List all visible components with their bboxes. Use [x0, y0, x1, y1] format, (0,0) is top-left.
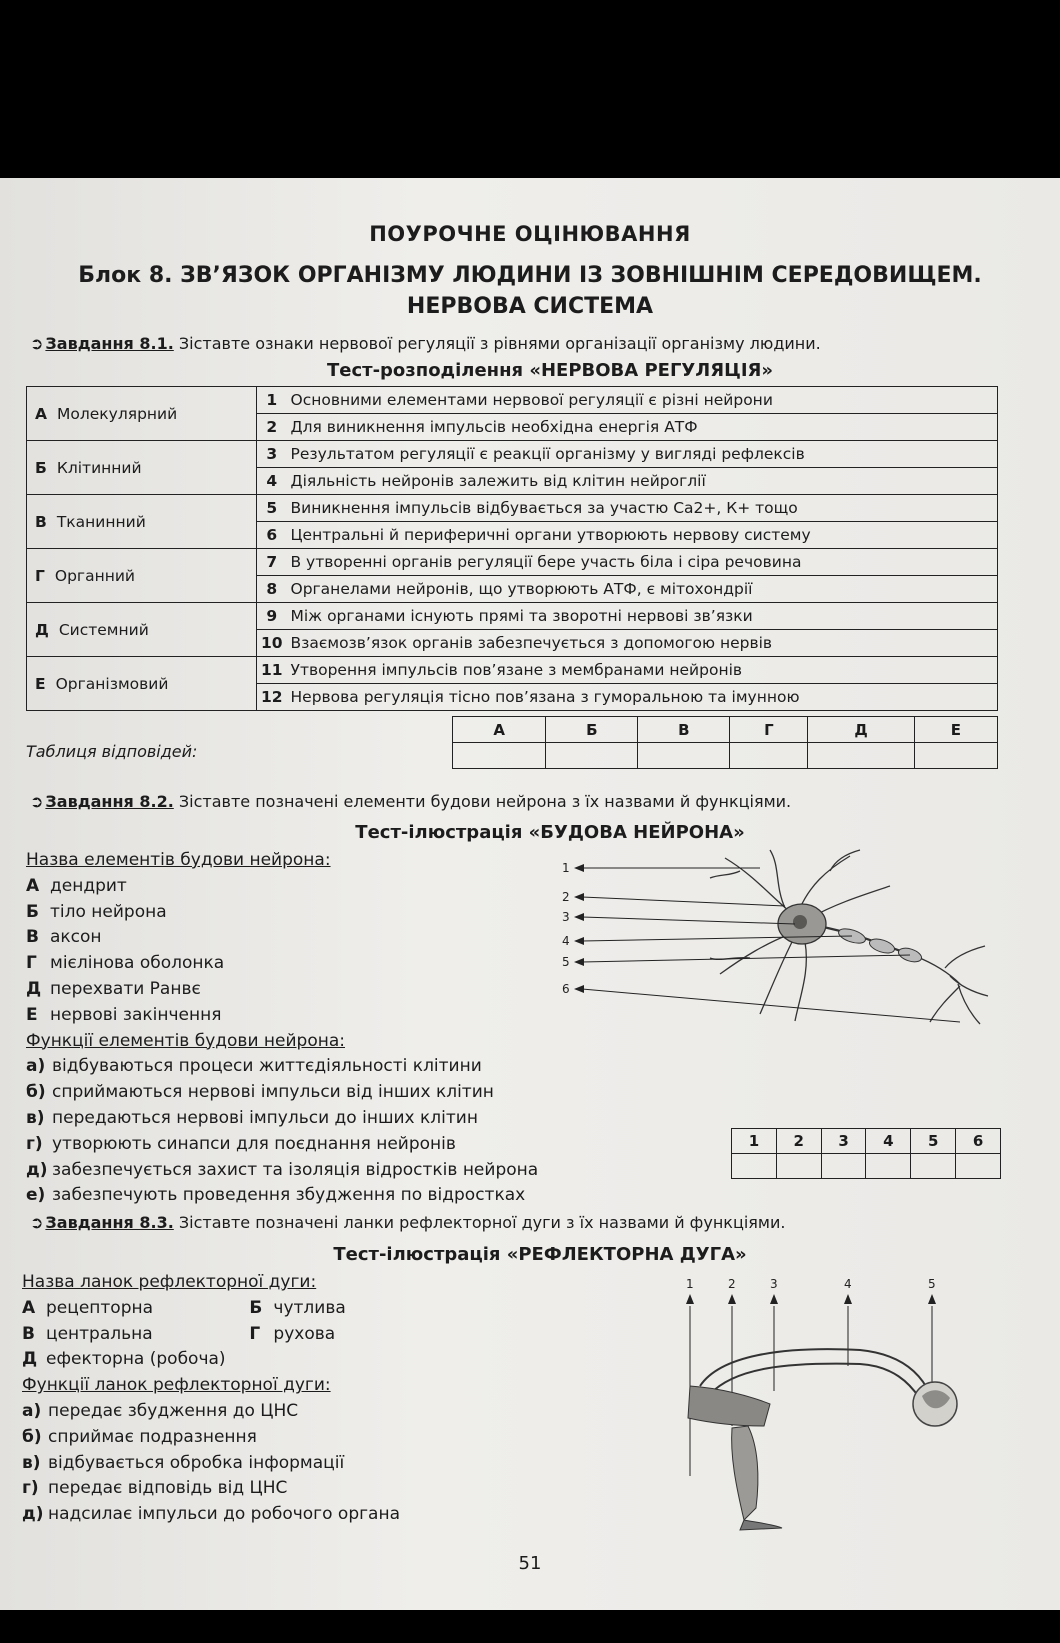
answer-header-cell: А	[453, 717, 546, 743]
reflex-label-1: 1	[686, 1277, 694, 1291]
statement-row	[27, 387, 998, 414]
answers-table-label: Таблиця відповідей:	[26, 742, 198, 761]
worksheet-page	[0, 178, 1060, 1610]
item-letter: а)	[22, 1400, 42, 1421]
answer-input-cell[interactable]	[776, 1154, 821, 1179]
answer-header-cell: В	[638, 717, 730, 743]
reflex-function-item	[22, 1502, 400, 1528]
reflex-label-5: 5	[928, 1277, 936, 1291]
task-8-1-instruction	[30, 334, 821, 353]
statement-text: Центральні й периферичні органи утворюють нервову систему	[287, 522, 998, 549]
level-name: Системний	[58, 620, 149, 639]
item-letter: г)	[22, 1478, 39, 1499]
statement-text: Між органами існують прямі та зворотні нервові зв’язки	[287, 603, 998, 630]
answer-input-cell[interactable]	[638, 743, 730, 769]
item-text: відбуваються процеси життєдіяльності клітини	[52, 1056, 482, 1077]
item-text: передаються нервові імпульси до інших клітин	[52, 1107, 478, 1128]
answer-input-cell[interactable]	[546, 743, 638, 769]
neuron-function-item	[26, 1080, 538, 1106]
statement-number: 3	[257, 441, 287, 468]
neuron-label-3: 3	[562, 910, 570, 924]
statement-text: Органелами нейронів, що утворюють АТФ, є мітохондрії	[287, 576, 998, 603]
neuron-function-item	[26, 1158, 538, 1184]
level-letter: Б	[35, 458, 47, 477]
item-text: утворюють синапси для поєднання нейронів	[52, 1133, 456, 1154]
item-letter: А	[26, 875, 40, 896]
task-8-3-instruction	[30, 1213, 785, 1232]
item-letter: д)	[22, 1504, 44, 1525]
answers-table-8-2	[731, 1128, 1001, 1179]
statement-number: 10	[257, 630, 287, 657]
task-8-2-instruction	[30, 792, 791, 811]
pointer-arrowheads	[574, 864, 584, 993]
item-text: аксон	[50, 927, 102, 948]
reflex-function-item	[22, 1476, 400, 1502]
neuron-label-5: 5	[562, 955, 570, 969]
answer-header-cell: 5	[911, 1129, 956, 1154]
item-letter: д)	[26, 1159, 48, 1180]
neuron-name-item	[26, 874, 538, 900]
statement-number: 11	[257, 657, 287, 684]
item-text: мієлінова оболонка	[50, 953, 225, 974]
task-arrow-icon: ➲	[30, 1213, 44, 1232]
neuron-functions-heading: Функції елементів будови нейрона:	[26, 1030, 345, 1051]
reflex-name-v: В центральна	[22, 1323, 153, 1344]
section-heading: ПОУРОЧНЕ ОЦІНЮВАННЯ	[369, 222, 691, 246]
answer-input-cell[interactable]	[732, 1154, 777, 1179]
item-letter: е)	[26, 1185, 46, 1206]
neuron-name-item	[26, 977, 538, 1003]
statement-text: Діяльність нейронів залежить від клітин нейроглії	[287, 468, 998, 495]
item-letter: В	[26, 927, 39, 948]
level-cell	[27, 387, 257, 441]
answer-input-cell[interactable]	[453, 743, 546, 769]
level-letter: А	[35, 404, 47, 423]
item-letter: Д	[26, 978, 42, 999]
item-text: відбувається обробка інформації	[48, 1452, 345, 1473]
neuron-label-6: 6	[562, 982, 570, 996]
task-8-2-label: Завдання 8.2.	[45, 792, 174, 811]
task-arrow-icon: ➲	[30, 792, 44, 811]
block-title	[0, 260, 1060, 322]
statement-number: 1	[257, 387, 287, 414]
reflex-number-labels	[686, 1277, 936, 1291]
item-letter: Е	[26, 1004, 38, 1025]
task-8-3-label: Завдання 8.3.	[45, 1213, 174, 1232]
answer-header-cell: Е	[914, 717, 997, 743]
neuron-name-item	[26, 925, 538, 951]
distribution-table	[26, 386, 998, 711]
reflex-name-g: Г рухова	[249, 1323, 336, 1344]
answer-header-cell: Г	[730, 717, 808, 743]
reflex-label-4: 4	[844, 1277, 852, 1291]
statement-row	[27, 657, 998, 684]
task-8-1-text: Зіставте ознаки нервової регуляції з рівнями організації організму людини.	[178, 334, 821, 353]
reflex-name-d: Д ефекторна (робоча)	[22, 1349, 226, 1370]
answers-table-8-1	[452, 716, 998, 769]
neuron-name-item	[26, 951, 538, 977]
block-title-line1: Блок 8. ЗВ’ЯЗОК ОРГАНІЗМУ ЛЮДИНИ ІЗ ЗОВНІШНІМ СЕРЕДОВИЩЕМ.	[78, 263, 982, 288]
neuron-illustration	[560, 846, 1000, 1030]
item-text: передає відповідь від ЦНС	[48, 1478, 288, 1499]
reflex-label-2: 2	[728, 1277, 736, 1291]
item-letter: Г	[26, 953, 37, 974]
level-cell	[27, 495, 257, 549]
item-text: нервові закінчення	[50, 1004, 222, 1025]
neuron-number-labels	[562, 861, 570, 996]
task-8-1-title: Тест-розподілення «НЕРВОВА РЕГУЛЯЦІЯ»	[326, 360, 774, 381]
statement-number: 6	[257, 522, 287, 549]
statement-number: 12	[257, 684, 287, 711]
statement-number: 9	[257, 603, 287, 630]
page-number: 51	[518, 1553, 542, 1574]
answer-header-cell: 2	[776, 1129, 821, 1154]
level-cell	[27, 441, 257, 495]
answer-header-cell: 3	[821, 1129, 866, 1154]
statement-number: 5	[257, 495, 287, 522]
statement-text: Виникнення імпульсів відбувається за участю Са2+, К+ тощо	[287, 495, 998, 522]
pointer-lines	[582, 868, 960, 1022]
statement-text: Основними елементами нервової регуляції є різні нейрони	[287, 387, 998, 414]
level-name: Тканинний	[56, 512, 146, 531]
item-letter: а)	[26, 1056, 46, 1077]
item-text: забезпечують проведення збудження по відростках	[52, 1185, 526, 1206]
level-letter: Д	[35, 620, 49, 639]
item-text: надсилає імпульси до робочого органа	[48, 1504, 400, 1525]
item-letter: г)	[26, 1133, 43, 1154]
reflex-name-a: А рецепторна	[22, 1297, 154, 1318]
myelin-sheath-segments	[837, 926, 923, 964]
answer-header-cell: 6	[956, 1129, 1001, 1154]
item-text: передає збудження до ЦНС	[48, 1400, 299, 1421]
statement-number: 8	[257, 576, 287, 603]
level-name: Органний	[54, 566, 135, 585]
answer-header-cell: Б	[546, 717, 638, 743]
level-name: Клітинний	[56, 458, 142, 477]
level-cell	[27, 603, 257, 657]
item-text: тіло нейрона	[50, 901, 167, 922]
neuron-name-item	[26, 1003, 538, 1029]
answer-input-cell[interactable]	[866, 1154, 911, 1179]
statement-text: Для виникнення імпульсів необхідна енергія АТФ	[287, 414, 998, 441]
reflex-function-item	[22, 1425, 400, 1451]
statement-row	[27, 603, 998, 630]
task-8-3-title: Тест-ілюстрація «РЕФЛЕКТОРНА ДУГА»	[333, 1244, 747, 1265]
nucleus-shape	[793, 915, 807, 929]
statement-number: 4	[257, 468, 287, 495]
level-letter: В	[35, 512, 47, 531]
neuron-label-4: 4	[562, 934, 570, 948]
reflex-function-item	[22, 1399, 400, 1425]
answer-input-cell[interactable]	[821, 1154, 866, 1179]
statement-number: 7	[257, 549, 287, 576]
item-letter: в)	[22, 1452, 41, 1473]
reflex-label-3: 3	[770, 1277, 778, 1291]
level-letter: Е	[35, 674, 46, 693]
neuron-label-1: 1	[562, 861, 570, 875]
answer-input-cell[interactable]	[956, 1154, 1001, 1179]
statement-row	[27, 549, 998, 576]
reflex-function-item	[22, 1451, 400, 1477]
statement-text: Взаємозв’язок органів забезпечується з допомогою нервів	[287, 630, 998, 657]
answer-input-cell[interactable]	[914, 743, 997, 769]
item-text: сприймаються нервові імпульси від інших клітин	[52, 1082, 494, 1103]
lower-leg-shape	[732, 1426, 758, 1520]
thigh-muscle-shape	[688, 1386, 770, 1426]
item-text: сприймає подразнення	[48, 1426, 257, 1447]
statement-text: Результатом регуляції є реакції організму у вигляді рефлексів	[287, 441, 998, 468]
item-letter: Б	[26, 901, 39, 922]
task-8-1-label: Завдання 8.1.	[45, 334, 174, 353]
statement-row	[27, 441, 998, 468]
task-8-3-text: Зіставте позначені ланки рефлекторної дуги з їх назвами й функціями.	[178, 1213, 786, 1232]
reflex-arrowheads	[686, 1294, 936, 1304]
neuron-names-heading: Назва елементів будови нейрона:	[26, 850, 331, 870]
level-cell	[27, 657, 257, 711]
reflex-functions-heading: Функції ланок рефлекторної дуги:	[22, 1375, 331, 1396]
reflex-arc-lists	[22, 1270, 400, 1528]
level-name: Молекулярний	[57, 404, 178, 423]
neuron-name-item	[26, 900, 538, 926]
statement-text: Утворення імпульсів пов’язане з мембранами нейронів	[287, 657, 998, 684]
neuron-function-item	[26, 1106, 538, 1132]
item-text: забезпечується захист та ізоляція відростків нейрона	[52, 1159, 539, 1180]
reflex-names-row-1	[22, 1296, 400, 1322]
level-cell	[27, 549, 257, 603]
task-arrow-icon: ➲	[30, 334, 44, 353]
task-8-2-title: Тест-ілюстрація «БУДОВА НЕЙРОНА»	[355, 822, 745, 843]
statement-row	[27, 495, 998, 522]
item-text: дендрит	[50, 875, 127, 896]
statement-number: 2	[257, 414, 287, 441]
reflex-names-heading: Назва ланок рефлекторної дуги:	[22, 1272, 317, 1292]
foot-shape	[740, 1520, 782, 1530]
task-8-2-text: Зіставте позначені елементи будови нейрона з їх назвами й функціями.	[178, 792, 792, 811]
item-text: перехвати Ранвє	[50, 978, 201, 999]
item-letter: в)	[26, 1107, 45, 1128]
block-title-line2: НЕРВОВА СИСТЕМА	[406, 294, 654, 319]
neuron-names-list	[26, 848, 538, 1209]
reflex-arc-illustration	[660, 1276, 1000, 1532]
answer-input-cell[interactable]	[730, 743, 808, 769]
statement-text: Нервова регуляція тісно пов’язана з гуморальною та імунною	[287, 684, 998, 711]
answer-header-cell: Д	[808, 717, 914, 743]
answer-header-cell: 1	[732, 1129, 777, 1154]
level-name: Організмовий	[55, 674, 169, 693]
item-letter: б)	[26, 1082, 46, 1103]
neuron-function-item	[26, 1132, 538, 1158]
answer-input-cell[interactable]	[808, 743, 914, 769]
item-letter: б)	[22, 1426, 42, 1447]
neuron-function-item	[26, 1054, 538, 1080]
reflex-names-row-2	[22, 1322, 400, 1348]
neuron-label-2: 2	[562, 890, 570, 904]
answer-header-cell: 4	[866, 1129, 911, 1154]
statement-text: В утворенні органів регуляції бере участь біла і сіра речовина	[287, 549, 998, 576]
neuron-function-item	[26, 1183, 538, 1209]
level-letter: Г	[35, 566, 45, 585]
answer-input-cell[interactable]	[911, 1154, 956, 1179]
reflex-name-b: Б чутлива	[249, 1297, 346, 1318]
